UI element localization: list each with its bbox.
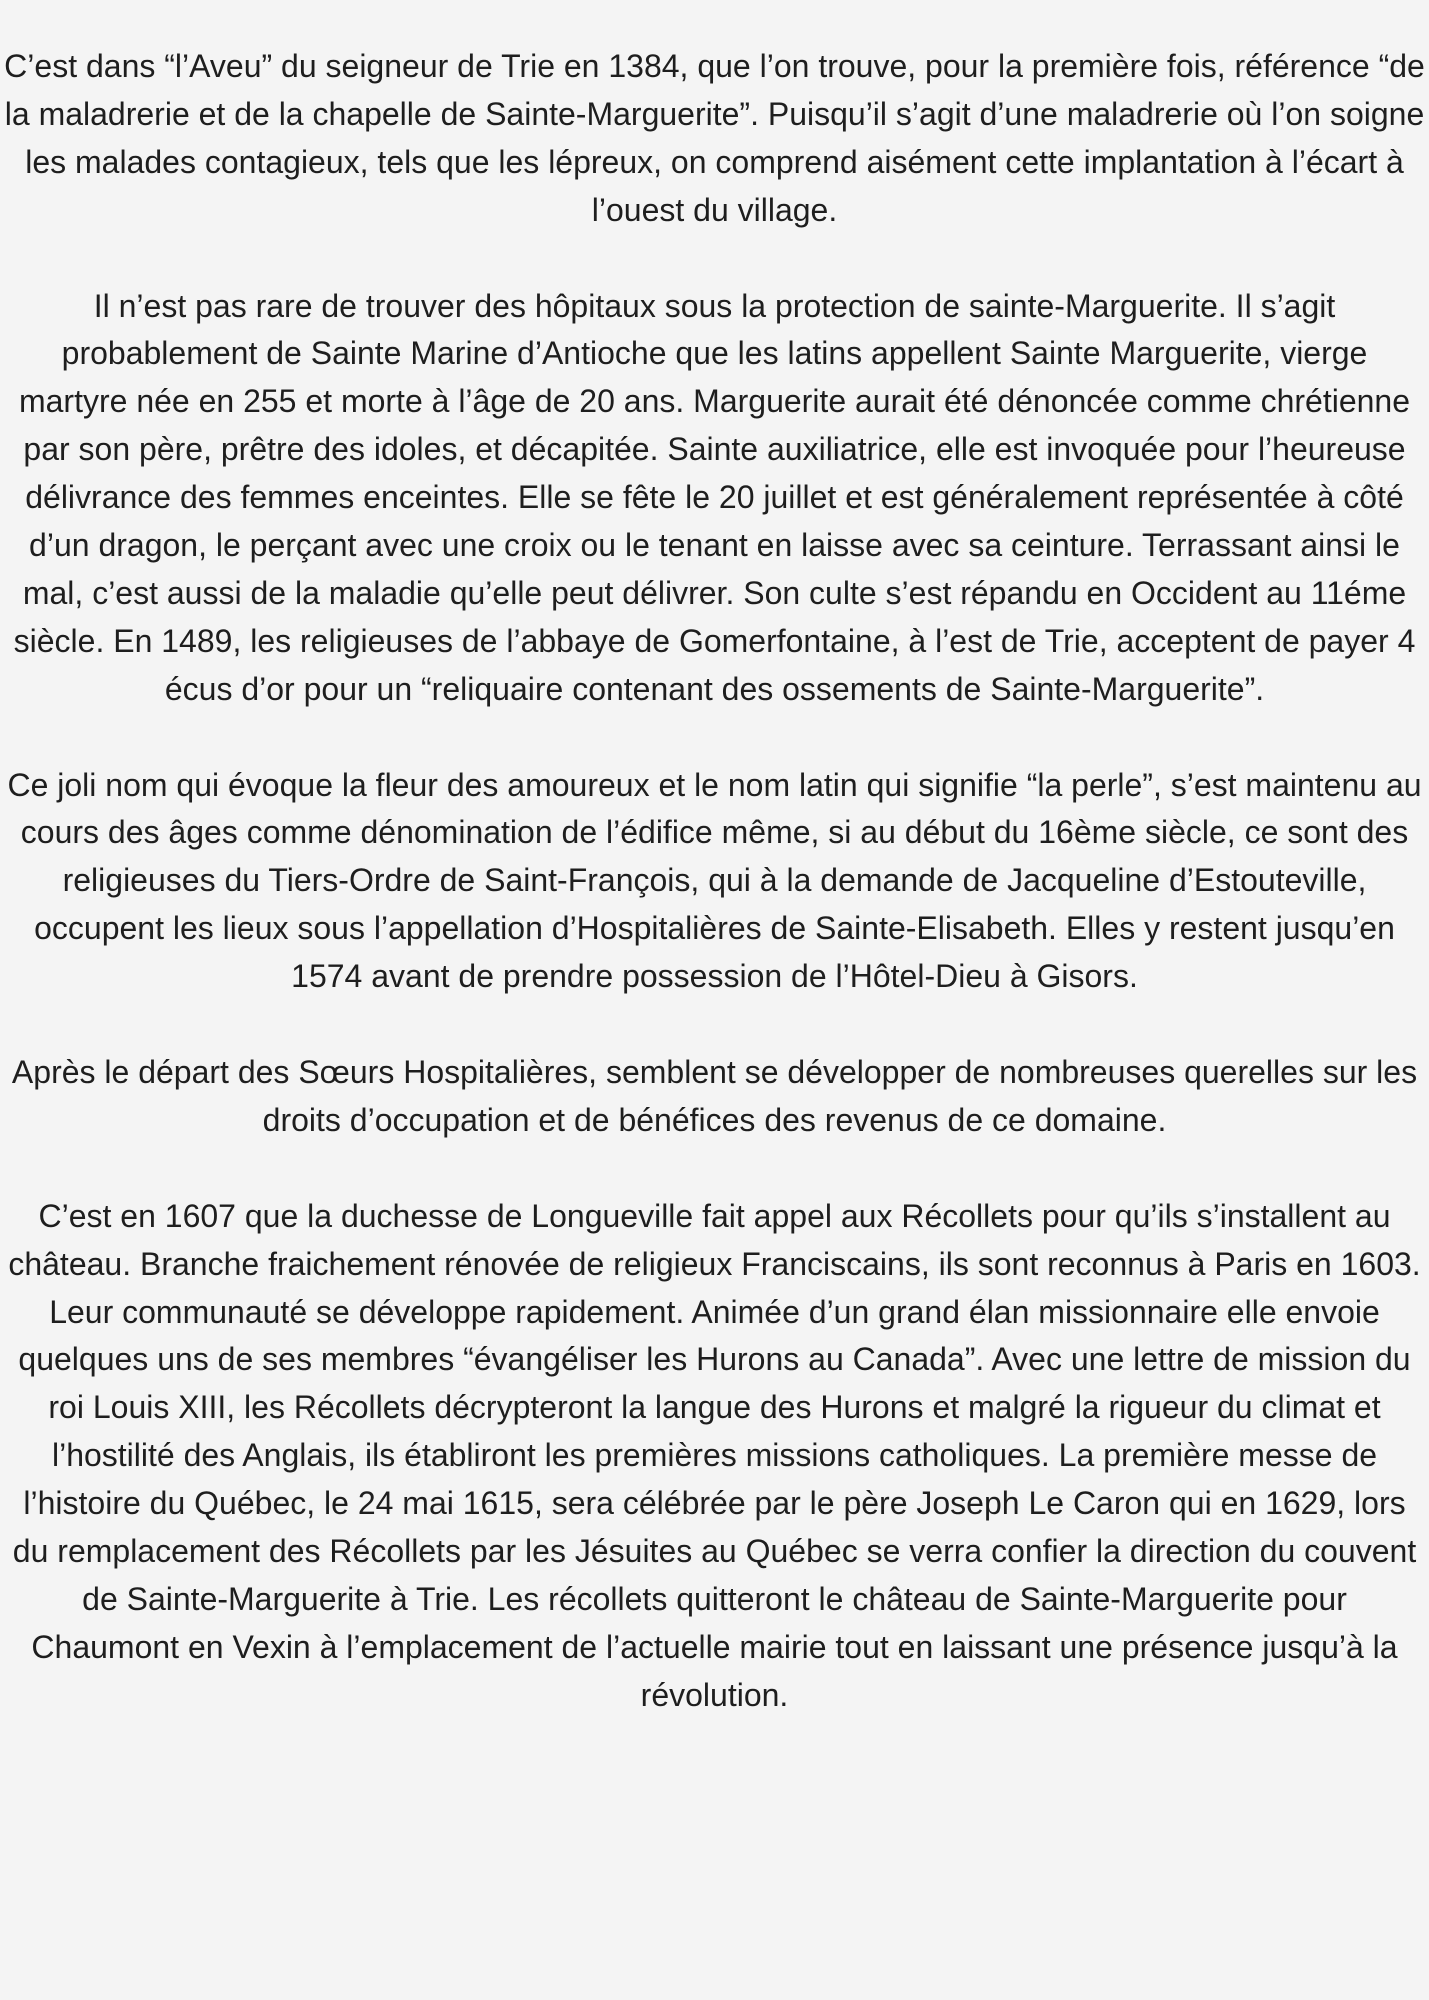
paragraph-hospitalieres: Ce joli nom qui évoque la fleur des amoureux et le nom latin qui signifie “la perle”, s’est maintenu au cours des âges comme dénomination de l’édifice même, si au début du 16ème siècle, ce sont des religieuses du Tiers-Ordre de Saint-François, qui à la demande de Jacqueline d’Estouteville, occupent les lieux sous l’appellation d’Hospitalières de Sainte-Elisabeth. Elles y restent jusqu’en 1574 avant de prendre possession de l’Hôtel-Dieu à Gisors. [7,766,1422,995]
paragraph-sainte-marguerite: Il n’est pas rare de trouver des hôpitaux sous la protection de sainte-Marguerite. Il s’agit probablement de Sainte Marine d’Antioche que les latins appellent Sainte Marguerite, vierge martyre née en 255 et morte à l’âge de 20 ans. Marguerite aurait été dénoncée comme chrétienne par son père, prêtre des idoles, et décapitée. Sainte auxiliatrice, elle est invoquée pour l’heureuse délivrance des femmes enceintes. Elle se fête le 20 juillet et est généralement représentée à côté d’un dragon, le perçant avec une croix ou le tenant en laisse avec sa ceinture. Terrassant ainsi le mal, c’est aussi de la maladie qu’elle peut délivrer. Son culte s’est répandu en Occident au 11éme siècle. En 1489, les religieuses de l’abbaye de Gomerfontaine, à l’est de Trie, acceptent de payer 4 écus d’or pour un “reliquaire contenant des ossements de Sainte-Marguerite”. [13,287,1416,707]
paragraph-recollets: C’est en 1607 que la duchesse de Longueville fait appel aux Récollets pour qu’ils s’installent au château. Branche fraichement rénovée de religieux Franciscains, ils sont reconnus à Paris en 1603. Leur communauté se développe rapidement. Animée d’un grand élan missionnaire elle envoie quelques uns de ses membres “évangéliser les Hurons au Canada”. Avec une lettre de mission du roi Louis XIII, les Récollets décrypteront la langue des Hurons et malgré la rigueur du climat et l’hostilité des Anglais, ils établiront les premières missions catholiques. La première messe de l’histoire du Québec, le 24 mai 1615, sera célébrée par le père Joseph Le Caron qui en 1629, lors du remplacement des Récollets par les Jésuites au Québec se verra confier la direction du couvent de Sainte-Marguerite à Trie. Les récollets quitteront le château de Sainte-Marguerite pour Chaumont en Vexin à l’emplacement de l’actuelle mairie tout en laissant une présence jusqu’à la révolution. [8,1197,1421,1713]
paragraph-querelles: Après le départ des Sœurs Hospitalières, semblent se développer de nombreuses querelles sur les droits d’occupation et de bénéfices des revenus de ce domaine. [11,1053,1418,1138]
paragraph-aveu-1384: C’est dans “l’Aveu” du seigneur de Trie en 1384, que l’on trouve, pour la première fois, référence “de la maladrerie et de la chapelle de Sainte-Marguerite”. Puisqu’il s’agit d’une maladrerie où l’on soigne les malades contagieux, tels que les lépreux, on comprend aisément cette implantation à l’écart à l’ouest du village. [4,48,1425,228]
document-body [0,43,1429,1720]
